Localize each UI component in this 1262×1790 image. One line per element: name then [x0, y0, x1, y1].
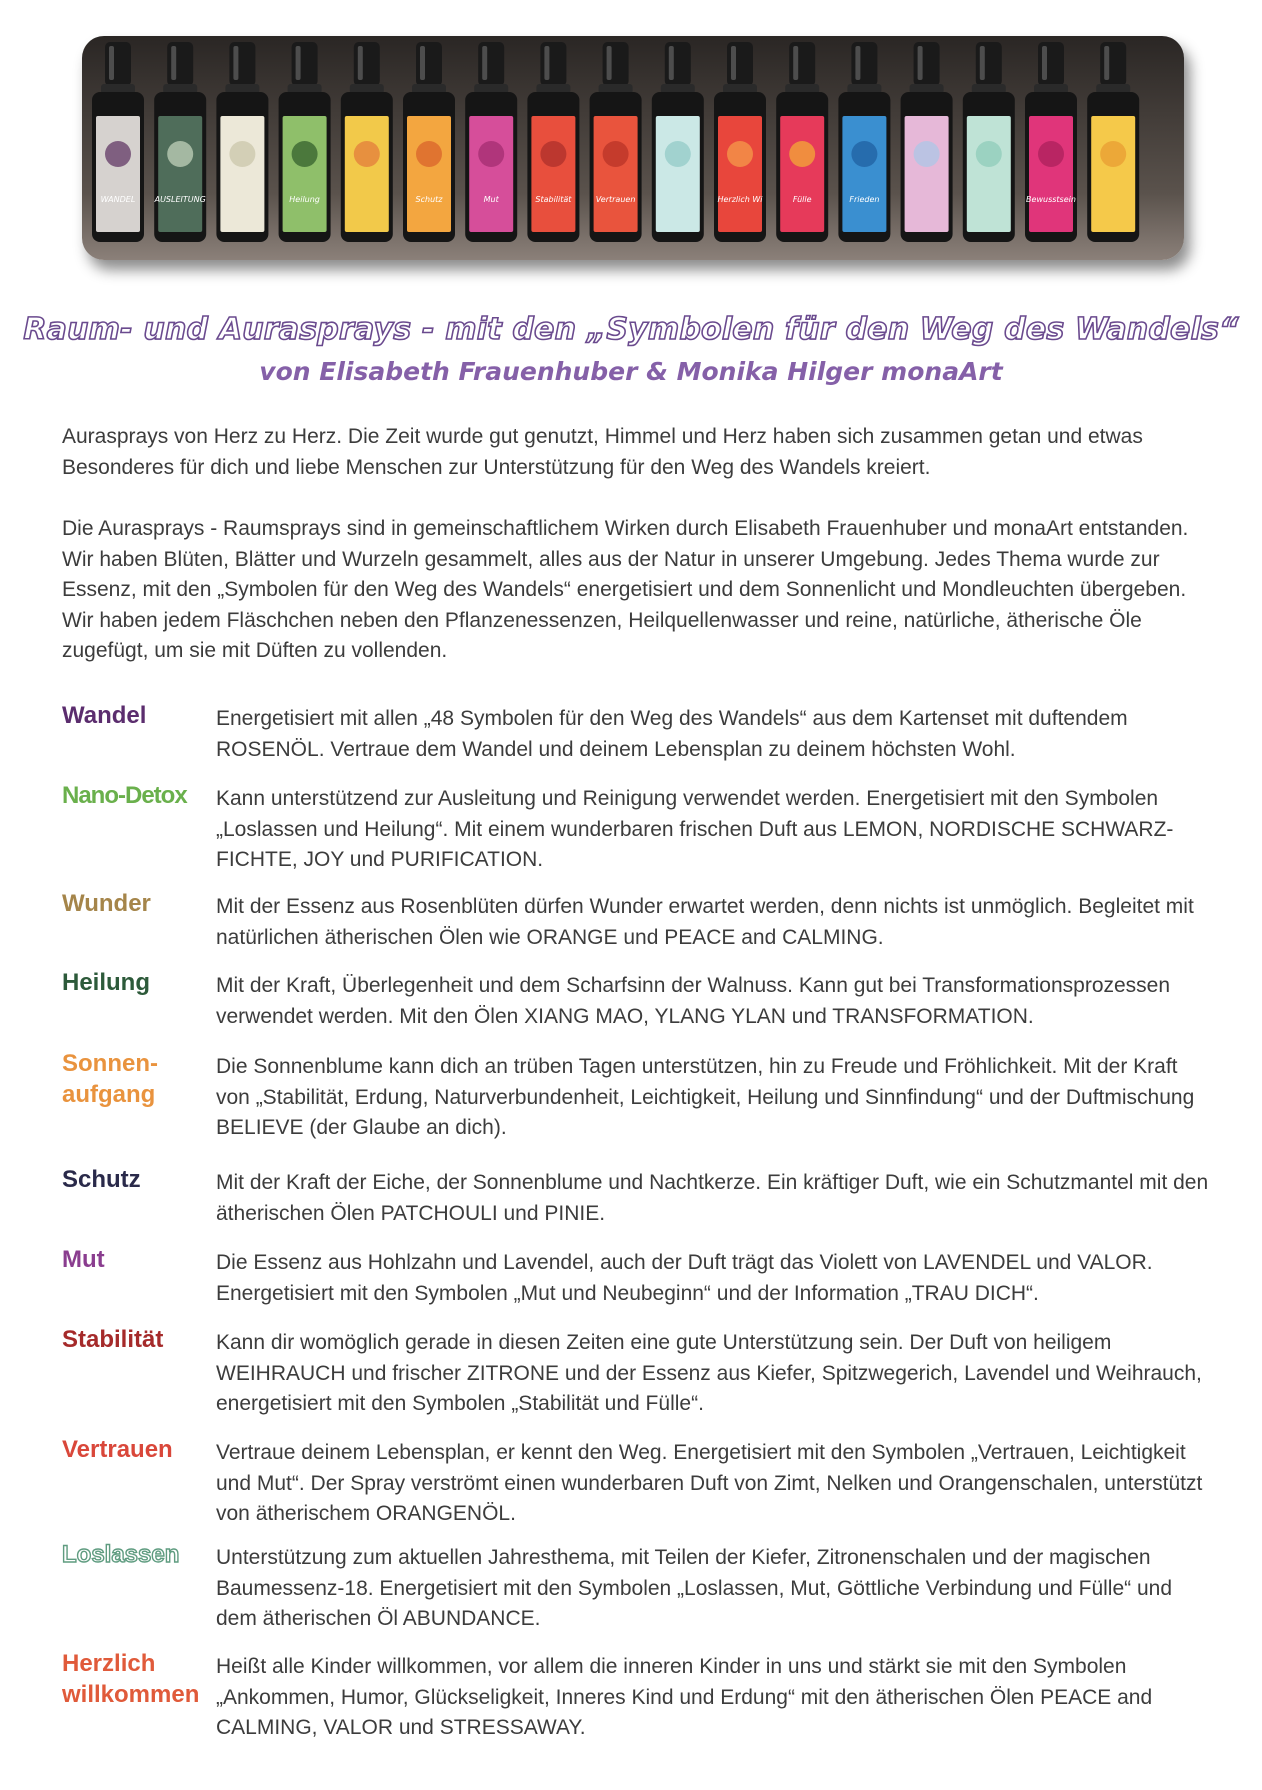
bottle-label: Heilung [289, 195, 320, 204]
entry-label: Schutz [62, 1166, 141, 1193]
bottle [776, 42, 828, 242]
entry-description: Unterstützung zum aktuellen Jahresthema, mit Teilen der Kiefer, Zitronenschalen und der magischen Baumessenz-18. Energetisiert mit den Symbolen „Loslassen, Mut, Göttliche Verbindung und Fülle“ und dem ätherischen Öl ABUNDANCE. [216, 1546, 1173, 1630]
bottle [341, 42, 393, 242]
entry-description: Mit der Essenz aus Rosenblüten dürfen Wunder erwartet werden, denn nichts ist unmöglich. Begleitet mit natürlichen ätherischen Ölen wie ORANGE und PEACE and CALMING. [216, 895, 1194, 949]
bottle [154, 42, 207, 242]
entry-label: Stabilität [62, 1326, 164, 1353]
bottle [1025, 42, 1077, 242]
entry-label: Loslassen [62, 1541, 180, 1568]
entry-label: Wandel [62, 702, 147, 729]
entry-label: Sonnen- aufgang [62, 1050, 158, 1108]
bottle-label: Mut [483, 195, 499, 204]
entry-label: Nano-Detox [62, 782, 187, 809]
bottle [403, 42, 455, 242]
entry-label: Herzlich willkommen [62, 1650, 200, 1708]
bottle-label: AUSLEITUNG [154, 195, 206, 204]
bottle-label: Schutz [415, 195, 443, 204]
bottle [714, 42, 766, 242]
bottle-row-image [82, 36, 1184, 260]
bottle [963, 42, 1015, 242]
bottle-label: WANDEL [100, 195, 136, 204]
entry-label: Wunder [62, 890, 151, 917]
entry-label: Heilung [62, 969, 150, 996]
page-subtitle: von Elisabeth Frauenhuber & Monika Hilger monaArt [259, 357, 1003, 386]
entry-description: Kann dir womöglich gerade in diesen Zeiten eine gute Unterstützung sein. Der Duft von heiligem WEIHRAUCH und frischer ZITRONE und der Essenz aus Kiefer, Spitzwegerich, Lavendel und Weihrauch, energetisiert mit den Symbolen „Stabilität und Fülle“. [216, 1331, 1202, 1415]
entry-description: Energetisiert mit allen „48 Symbolen für den Weg des Wandels“ aus dem Kartenset mit duftendem ROSENÖL. Vertraue dem Wandel und deinem Lebensplan zu deinem höchsten Wohl. [216, 707, 1128, 761]
entry-description: Die Sonnenblume kann dich an trüben Tagen unterstützen, hin zu Freude und Fröhlichkeit. Mit der Kraft von „Stabilität, Erdung, Naturverbundenheit, Leichtigkeit, Heilung und Sinnfindung“ und der Duftmischung BELIEVE (der Glaube an dich). [216, 1055, 1195, 1139]
entry-label: Mut [62, 1246, 105, 1273]
bottle [279, 42, 331, 242]
bottle-label: Frieden [849, 195, 880, 204]
bottle [652, 42, 704, 242]
bottle [465, 42, 517, 242]
bottle [838, 42, 890, 242]
bottle [1087, 42, 1139, 242]
bottle [901, 42, 953, 242]
intro-paragraph-1: Aurasprays von Herz zu Herz. Die Zeit wurde gut genutzt, Himmel und Herz haben sich zusammen getan und etwas Besonderes für dich und liebe Menschen zur Unterstützung für den Weg des Wandels kreiert. [62, 425, 1143, 479]
bottle-label: Vertrauen [595, 195, 636, 204]
entry-description: Die Essenz aus Hohlzahn und Lavendel, auch der Duft trägt das Violett von LAVENDEL und VALOR. Energetisiert mit den Symbolen „Mut und Neubeginn“ und der Information „TRAU DICH“. [216, 1251, 1153, 1305]
bottle-label: Fülle [792, 195, 812, 204]
entry-description: Vertraue deinem Lebensplan, er kennt den Weg. Energetisiert mit den Symbolen „Vertrauen, Leichtigkeit und Mut“. Der Spray verströmt einen wunderbaren Duft von Zimt, Nelken und Orangenschalen, unterstützt von ätherischem ORANGENÖL. [216, 1441, 1203, 1525]
intro-paragraph-2: Die Aurasprays - Raumsprays sind in gemeinschaftlichem Wirken durch Elisabeth Frauenhuber und monaArt entstanden. Wir haben Blüten, Blätter und Wurzeln gesammelt, alles aus der Natur in unserer Umgebung. Jedes Thema wurde zur Essenz, mit den „Symbolen für den Weg des Wandels“ energetisiert und dem Sonnenlicht und Mondleuchten übergeben. Wir haben jedem Fläschchen neben den Pflanzenessenzen, Heilquellenwasser und reine, natürliche, ätherische Öle zugefügt, um sie mit Düften zu vollenden. [62, 517, 1189, 662]
bottle-label: Bewusstsein [1026, 195, 1076, 204]
entry-description: Mit der Kraft, Überlegenheit und dem Scharfsinn der Walnuss. Kann gut bei Transformationsprozessen verwendet werden. Mit den Ölen XIANG MAO, YLANG YLAN und TRANSFORMATION. [216, 974, 1171, 1028]
bottle [92, 42, 144, 242]
page-title: Raum- und Aurasprays - mit den „Symbolen für den Weg des Wandels“ [23, 312, 1239, 347]
entry-description: Kann unterstützend zur Ausleitung und Reinigung verwendet werden. Energetisiert mit den Symbolen „Loslassen und Heilung“. Mit einem wunderbaren frischen Duft aus LEMON, NORDISCHE SCHWARZ-FICHTE, JOY und PURIFICATION. [216, 787, 1174, 871]
product-banner [82, 36, 1184, 260]
bottle-label: Stabilität [535, 195, 572, 204]
entry-description: Heißt alle Kinder willkommen, vor allem die inneren Kinder in uns und stärkt sie mit den Symbolen „Ankommen, Humor, Glückseligkeit, Inneres Kind und Erdung“ mit den ätherischen Ölen PEACE and CALMING, VALOR und STRESSAWAY. [216, 1655, 1153, 1739]
entry-description: Mit der Kraft der Eiche, der Sonnenblume und Nachtkerze. Ein kräftiger Duft, wie ein Schutzmantel mit den ätherischen Ölen PATCHOULI und PINIE. [216, 1171, 1209, 1225]
entry-label: Vertrauen [62, 1436, 173, 1463]
bottle [527, 42, 579, 242]
bottle-label: Herzlich Wi [717, 195, 763, 204]
bottle [590, 42, 642, 242]
bottle [216, 42, 268, 242]
